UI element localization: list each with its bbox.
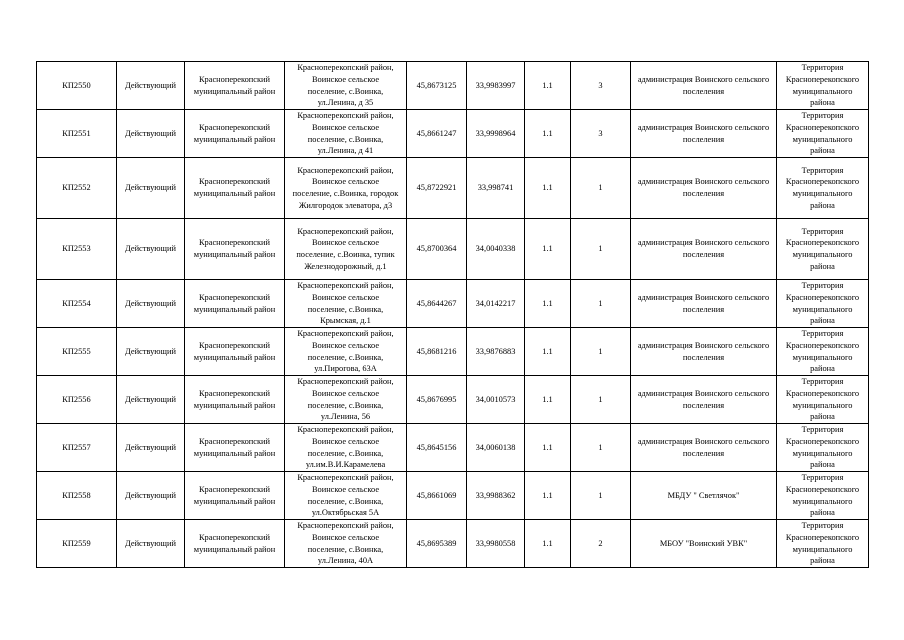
longitude-cell: 33,9983997	[467, 62, 525, 110]
table-row	[37, 110, 869, 158]
address-cell: Красноперекопский район, Воинское сельское поселение, с.Воинка, ул.Ленина, 40А	[285, 520, 407, 568]
table-row	[37, 520, 869, 568]
territory-cell: Территория Красноперекопского муниципального района	[777, 424, 869, 472]
territory-cell: Территория Красноперекопского муниципального района	[777, 520, 869, 568]
latitude-cell: 45,8681216	[407, 328, 467, 376]
district-cell: Красноперекопский муниципальный район	[185, 328, 285, 376]
table-row	[37, 219, 869, 280]
row-id-cell: КП2553	[37, 219, 117, 280]
territory-cell: Территория Красноперекопского муниципального района	[777, 219, 869, 280]
district-cell: Красноперекопский муниципальный район	[185, 520, 285, 568]
address-cell: Красноперекопский район, Воинское сельское поселение, с.Воинка, тупик Железнодорожный, д.1	[285, 219, 407, 280]
longitude-cell: 33,9998964	[467, 110, 525, 158]
longitude-cell: 34,0060138	[467, 424, 525, 472]
type-cell: 1.1	[525, 158, 571, 219]
longitude-cell: 33,998741	[467, 158, 525, 219]
status-cell: Действующий	[117, 110, 185, 158]
longitude-cell: 34,0010573	[467, 376, 525, 424]
district-cell: Красноперекопский муниципальный район	[185, 280, 285, 328]
table-row	[37, 280, 869, 328]
row-id-cell: КП2554	[37, 280, 117, 328]
row-id-cell: КП2556	[37, 376, 117, 424]
status-cell: Действующий	[117, 158, 185, 219]
type-cell: 1.1	[525, 472, 571, 520]
type-cell: 1.1	[525, 424, 571, 472]
address-cell: Красноперекопский район, Воинское сельское поселение, с.Воинка, ул.Октябрьская 5А	[285, 472, 407, 520]
type-cell: 1.1	[525, 376, 571, 424]
count-cell: 1	[571, 280, 631, 328]
latitude-cell: 45,8644267	[407, 280, 467, 328]
row-id-cell: КП2552	[37, 158, 117, 219]
table-row	[37, 472, 869, 520]
territory-cell: Территория Красноперекопского муниципального района	[777, 110, 869, 158]
address-cell: Красноперекопский район, Воинское сельское поселение, с.Воинка, ул.Ленина, д 35	[285, 62, 407, 110]
territory-cell: Территория Красноперекопского муниципального района	[777, 62, 869, 110]
address-cell: Красноперекопский район, Воинское сельское поселение, с.Воинка, Крымская, д.1	[285, 280, 407, 328]
district-cell: Красноперекопский муниципальный район	[185, 110, 285, 158]
type-cell: 1.1	[525, 219, 571, 280]
row-id-cell: КП2559	[37, 520, 117, 568]
count-cell: 1	[571, 376, 631, 424]
owner-cell: МБОУ "Воинский УВК"	[631, 520, 777, 568]
count-cell: 3	[571, 110, 631, 158]
owner-cell: администрация Воинского сельского послеления	[631, 328, 777, 376]
address-cell: Красноперекопский район, Воинское сельское поселение, с.Воинка, ул.Пирогова, 63А	[285, 328, 407, 376]
count-cell: 1	[571, 328, 631, 376]
longitude-cell: 33,9876883	[467, 328, 525, 376]
district-cell: Красноперекопский муниципальный район	[185, 472, 285, 520]
latitude-cell: 45,8700364	[407, 219, 467, 280]
table-row	[37, 424, 869, 472]
owner-cell: администрация Воинского сельского послеления	[631, 62, 777, 110]
longitude-cell: 33,9980558	[467, 520, 525, 568]
status-cell: Действующий	[117, 62, 185, 110]
territory-cell: Территория Красноперекопского муниципального района	[777, 280, 869, 328]
registry-table	[36, 61, 869, 568]
owner-cell: администрация Воинского сельского послеления	[631, 376, 777, 424]
district-cell: Красноперекопский муниципальный район	[185, 376, 285, 424]
table-row	[37, 376, 869, 424]
table-row	[37, 158, 869, 219]
row-id-cell: КП2555	[37, 328, 117, 376]
table-row	[37, 62, 869, 110]
status-cell: Действующий	[117, 520, 185, 568]
owner-cell: администрация Воинского сельского послеления	[631, 110, 777, 158]
type-cell: 1.1	[525, 280, 571, 328]
territory-cell: Территория Красноперекопского муниципального района	[777, 376, 869, 424]
district-cell: Красноперекопский муниципальный район	[185, 158, 285, 219]
type-cell: 1.1	[525, 110, 571, 158]
address-cell: Красноперекопский район, Воинское сельское поселение, с.Воинка, ул.Ленина, 56	[285, 376, 407, 424]
count-cell: 3	[571, 62, 631, 110]
status-cell: Действующий	[117, 472, 185, 520]
type-cell: 1.1	[525, 520, 571, 568]
latitude-cell: 45,8722921	[407, 158, 467, 219]
latitude-cell: 45,8673125	[407, 62, 467, 110]
district-cell: Красноперекопский муниципальный район	[185, 219, 285, 280]
status-cell: Действующий	[117, 280, 185, 328]
status-cell: Действующий	[117, 328, 185, 376]
territory-cell: Территория Красноперекопского муниципального района	[777, 472, 869, 520]
latitude-cell: 45,8676995	[407, 376, 467, 424]
district-cell: Красноперекопский муниципальный район	[185, 62, 285, 110]
row-id-cell: КП2558	[37, 472, 117, 520]
owner-cell: администрация Воинского сельского послеления	[631, 219, 777, 280]
latitude-cell: 45,8695389	[407, 520, 467, 568]
status-cell: Действующий	[117, 219, 185, 280]
row-id-cell: КП2550	[37, 62, 117, 110]
count-cell: 1	[571, 158, 631, 219]
longitude-cell: 34,0142217	[467, 280, 525, 328]
count-cell: 1	[571, 219, 631, 280]
owner-cell: администрация Воинского сельского послеления	[631, 280, 777, 328]
row-id-cell: КП2551	[37, 110, 117, 158]
longitude-cell: 34,0040338	[467, 219, 525, 280]
type-cell: 1.1	[525, 62, 571, 110]
longitude-cell: 33,9988362	[467, 472, 525, 520]
territory-cell: Территория Красноперекопского муниципального района	[777, 328, 869, 376]
latitude-cell: 45,8645156	[407, 424, 467, 472]
latitude-cell: 45,8661069	[407, 472, 467, 520]
count-cell: 2	[571, 520, 631, 568]
owner-cell: МБДУ " Светлячок"	[631, 472, 777, 520]
table-body	[37, 62, 869, 568]
latitude-cell: 45,8661247	[407, 110, 467, 158]
address-cell: Красноперекопский район, Воинское сельское поселение, с.Воинка, ул.Ленина, д 41	[285, 110, 407, 158]
status-cell: Действующий	[117, 424, 185, 472]
district-cell: Красноперекопский муниципальный район	[185, 424, 285, 472]
address-cell: Красноперекопский район, Воинское сельское поселение, с.Воинка, ул.им.В.И.Карамелева	[285, 424, 407, 472]
count-cell: 1	[571, 424, 631, 472]
row-id-cell: КП2557	[37, 424, 117, 472]
table-row	[37, 328, 869, 376]
count-cell: 1	[571, 472, 631, 520]
status-cell: Действующий	[117, 376, 185, 424]
territory-cell: Территория Красноперекопского муниципального района	[777, 158, 869, 219]
type-cell: 1.1	[525, 328, 571, 376]
address-cell: Красноперекопский район, Воинское сельское поселение, с.Воинка, городок Жилгородок элеватора, д3	[285, 158, 407, 219]
owner-cell: администрация Воинского сельского послеления	[631, 424, 777, 472]
owner-cell: администрация Воинского сельского послеления	[631, 158, 777, 219]
